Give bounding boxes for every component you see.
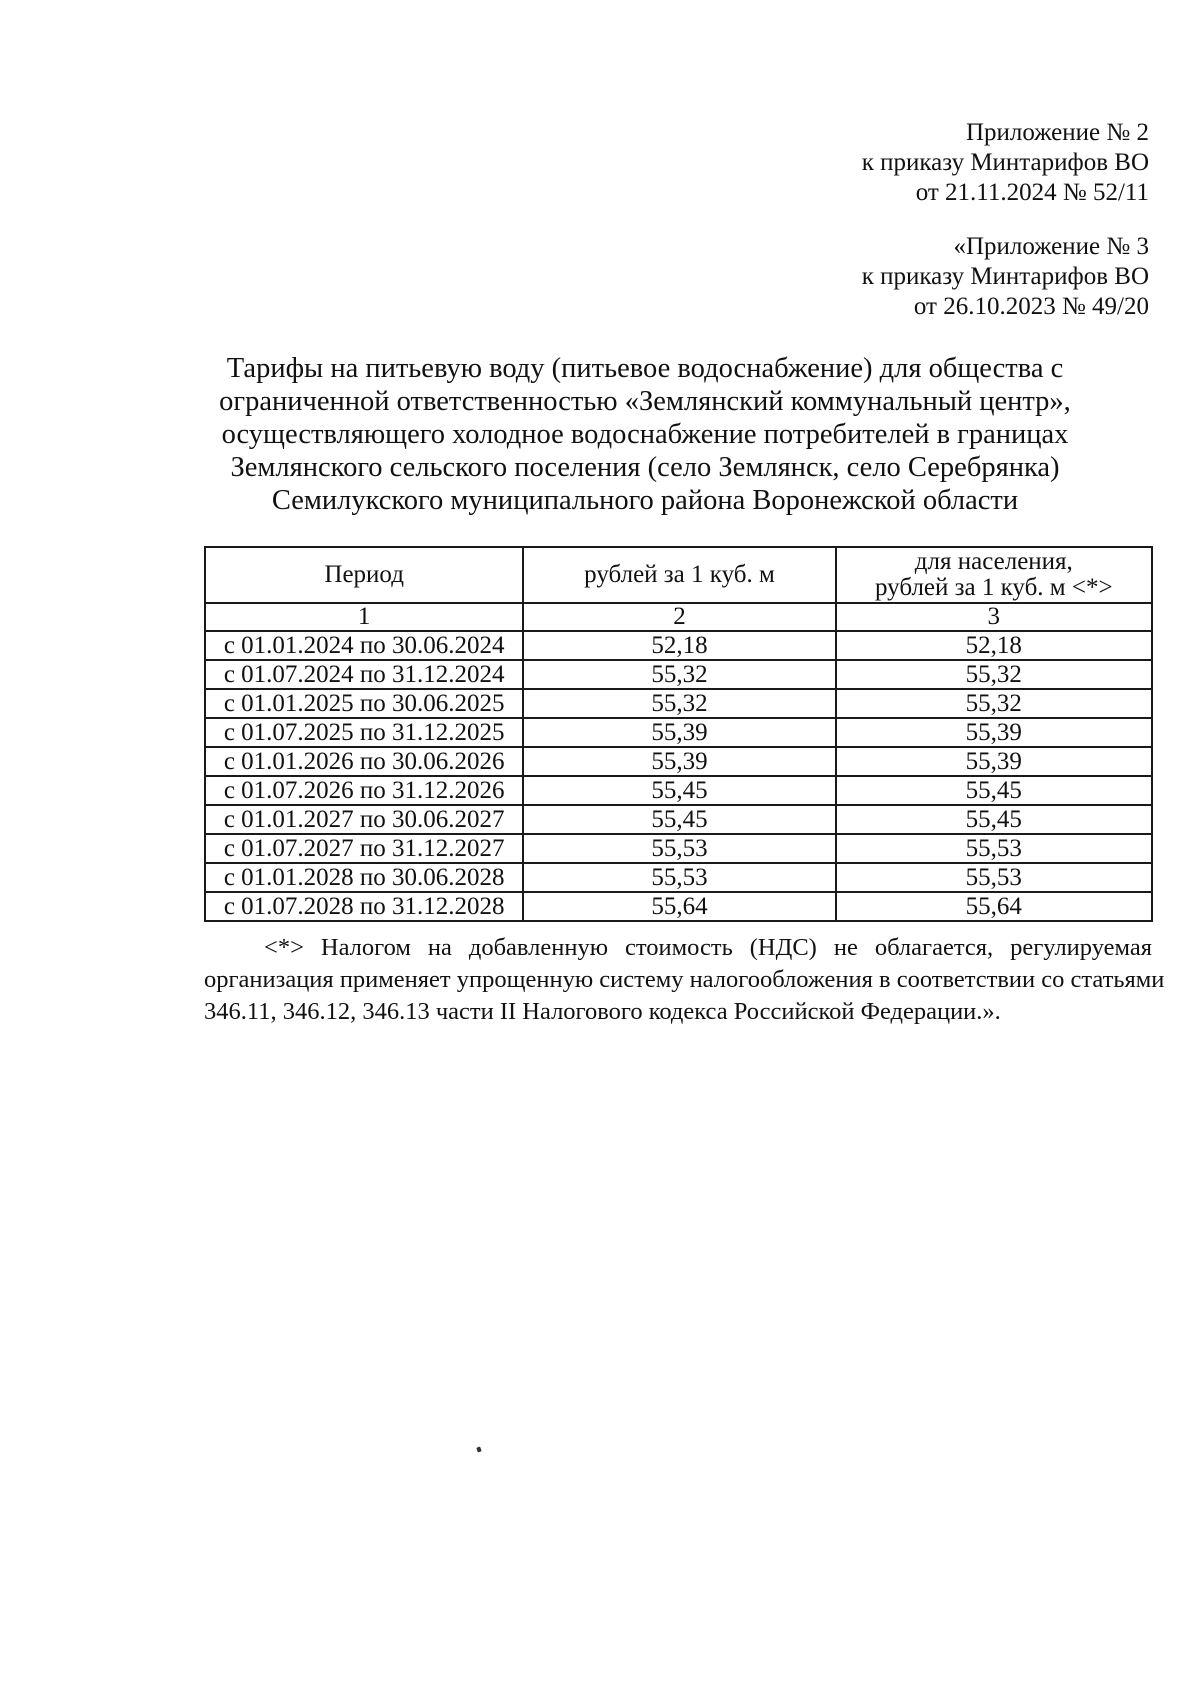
appendix-order-ref: к приказу Минтарифов ВО — [861, 149, 1149, 176]
period-cell: с 01.01.2026 по 30.06.2026 — [205, 747, 523, 776]
title-line: осуществляющего холодное водоснабжение потребителей в границах — [221, 419, 1069, 450]
scan-speck — [476, 1446, 481, 1452]
tariff-cell: 55,45 — [523, 776, 835, 805]
population-tariff-cell: 55,39 — [836, 747, 1152, 776]
table-row — [205, 805, 1152, 834]
population-tariff-cell: 52,18 — [836, 631, 1152, 660]
title-line: ограниченной ответственностью «Землянский коммунальный центр», — [219, 386, 1071, 417]
period-cell: с 01.07.2028 по 31.12.2028 — [205, 892, 523, 921]
population-tariff-cell: 55,32 — [836, 660, 1152, 689]
column-number-row — [205, 603, 1152, 631]
footnote — [204, 932, 1165, 1028]
period-cell: с 01.01.2028 по 30.06.2028 — [205, 863, 523, 892]
period-cell: с 01.07.2026 по 31.12.2026 — [205, 776, 523, 805]
table-header-row — [205, 547, 1152, 603]
population-tariff-cell: 55,32 — [836, 689, 1152, 718]
appendix-number: Приложение № 2 — [965, 119, 1149, 146]
title-line: Семилукского муниципального района Воронежской области — [271, 485, 1019, 516]
period-cell: с 01.01.2027 по 30.06.2027 — [205, 805, 523, 834]
footnote-line: организация применяет упрощенную систему налогообложения в соответствии со статьями — [204, 966, 1165, 993]
population-tariff-cell: 55,53 — [836, 863, 1152, 892]
table-row — [205, 863, 1152, 892]
tariff-cell: 55,32 — [523, 660, 835, 689]
tariff-cell: 55,32 — [523, 689, 835, 718]
period-cell: с 01.07.2027 по 31.12.2027 — [205, 834, 523, 863]
appendix-order-date: от 21.11.2024 № 52/11 — [915, 179, 1149, 206]
table-row — [205, 834, 1152, 863]
population-tariff-cell: 55,39 — [836, 718, 1152, 747]
tariff-cell: 55,39 — [523, 747, 835, 776]
title-line: Тарифы на питьевую воду (питьевое водоснабжение) для общества с — [226, 353, 1064, 384]
header-population-line: рублей за 1 куб. м <*> — [875, 574, 1113, 601]
appendix-number: «Приложение № 3 — [953, 233, 1149, 260]
appendix-order-date: от 26.10.2023 № 49/20 — [913, 293, 1149, 320]
table-row — [205, 776, 1152, 805]
period-cell: с 01.01.2024 по 30.06.2024 — [205, 631, 523, 660]
period-cell: с 01.07.2025 по 31.12.2025 — [205, 718, 523, 747]
population-tariff-cell: 55,45 — [836, 776, 1152, 805]
tariff-cell: 55,45 — [523, 805, 835, 834]
header-period: Период — [205, 547, 523, 603]
population-tariff-cell: 55,64 — [836, 892, 1152, 921]
period-cell: с 01.01.2025 по 30.06.2025 — [205, 689, 523, 718]
appendix-header-previous — [862, 232, 1149, 322]
column-number: 2 — [523, 603, 835, 631]
tariff-cell: 55,53 — [523, 834, 835, 863]
table-row — [205, 689, 1152, 718]
footnote-line: <*> Налогом на добавленную стоимость (НДС) не облагается, регулируемая — [264, 934, 1152, 961]
table-row — [205, 892, 1152, 921]
appendix-header-current — [862, 118, 1149, 208]
population-tariff-cell: 55,53 — [836, 834, 1152, 863]
table-row — [205, 660, 1152, 689]
header-population — [836, 547, 1152, 603]
period-cell: с 01.07.2024 по 31.12.2024 — [205, 660, 523, 689]
table-row — [205, 747, 1152, 776]
appendix-order-ref: к приказу Минтарифов ВО — [861, 263, 1149, 290]
tariff-table — [204, 546, 1153, 922]
tariff-cell: 55,64 — [523, 892, 835, 921]
population-tariff-cell: 55,45 — [836, 805, 1152, 834]
tariff-cell: 55,53 — [523, 863, 835, 892]
header-population-line: для населения, — [914, 548, 1073, 575]
document-title — [190, 352, 1100, 517]
column-number: 3 — [836, 603, 1152, 631]
title-line: Землянского сельского поселения (село Землянск, село Серебрянка) — [230, 452, 1060, 483]
tariff-cell: 55,39 — [523, 718, 835, 747]
tariff-cell: 52,18 — [523, 631, 835, 660]
column-number: 1 — [205, 603, 523, 631]
header-rub-per-m3: рублей за 1 куб. м — [523, 547, 835, 603]
table-row — [205, 718, 1152, 747]
footnote-line: 346.11, 346.12, 346.13 части II Налогового кодекса Российской Федерации.». — [204, 998, 1001, 1025]
table-row — [205, 631, 1152, 660]
